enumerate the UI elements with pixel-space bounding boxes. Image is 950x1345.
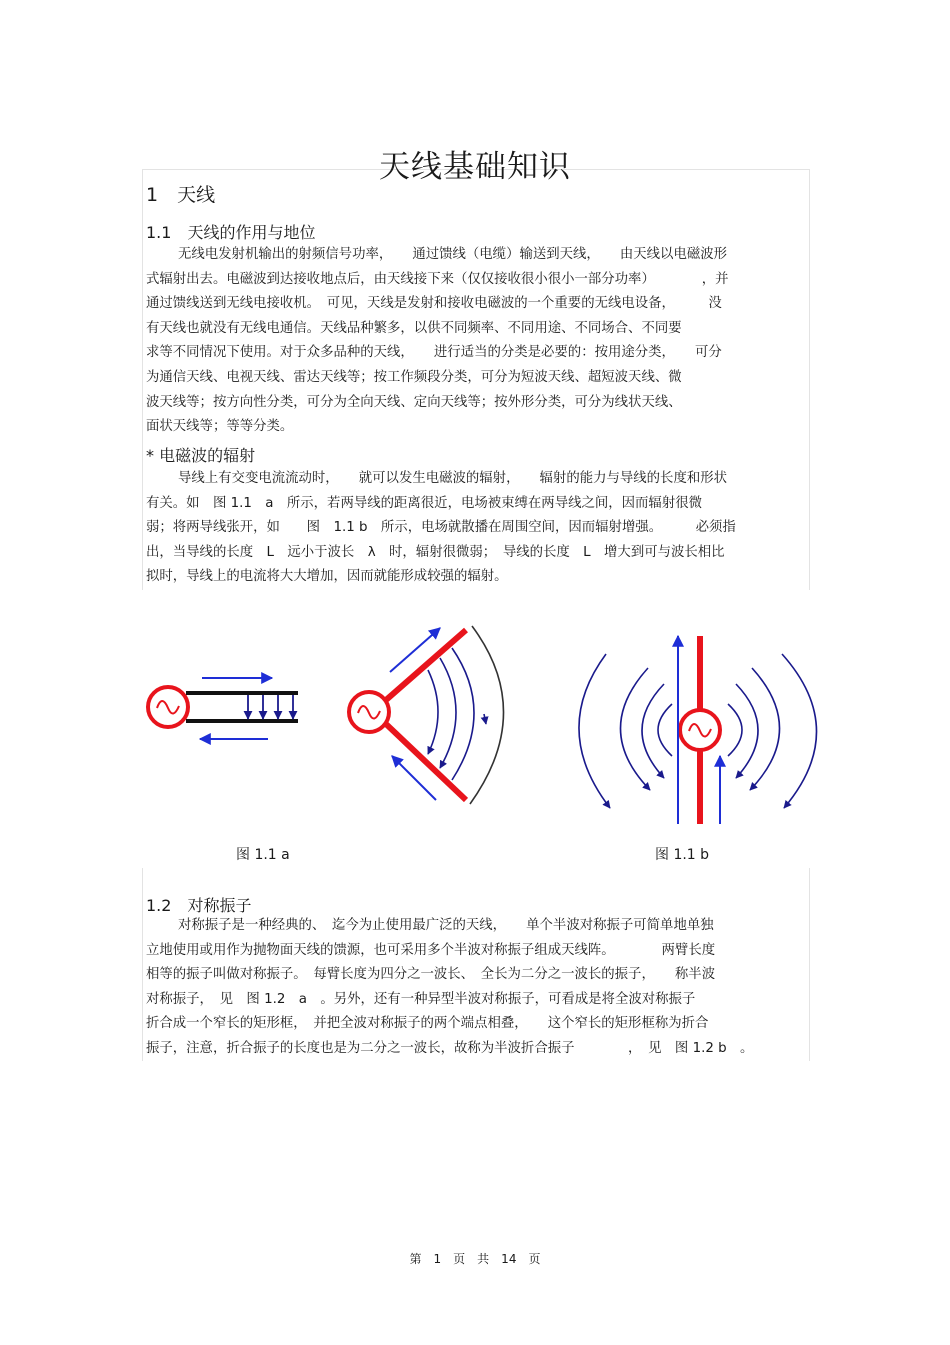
text-line: 导线上有交变电流流动时， 就可以发生电磁波的辐射， 辐射的能力与导线的长度和形状 bbox=[178, 471, 728, 486]
text-line: 折合成一个窄长的矩形框， 并把全波对称振子的两个端点相叠， 这个窄长的矩形框称为折合 bbox=[146, 1016, 709, 1032]
text-line: 弱；将两导线张开，如 图 1.1 b 所示，电场就散播在周围空间，因而辐射增强。 必须指 bbox=[146, 520, 736, 536]
text-line: 面状天线等；等等分类。 bbox=[146, 419, 294, 435]
text-line: 拟时，导线上的电流将大大增加，因而就能形成较强的辐射。 bbox=[146, 569, 508, 585]
text-line: 立地使用或用作为抛物面天线的馈源，也可采用多个半波对称振子组成天线阵。 两臂长度 bbox=[146, 942, 716, 958]
figure-caption-a: 图 1.1 a bbox=[236, 847, 290, 863]
page-footer: 第 1 页 共 14 页 bbox=[409, 1252, 541, 1266]
paragraph-radiation bbox=[146, 467, 806, 590]
paragraph-dipole bbox=[146, 914, 806, 1062]
subheading-radiation: * 电磁波的辐射 bbox=[146, 446, 256, 465]
paragraph-antenna-role bbox=[146, 243, 806, 440]
text-line: 有关。如 图 1.1 a 所示，若两导线的距离很近，电场被束缚在两导线之间，因而辐射很微 bbox=[146, 495, 702, 511]
text-line: 通过馈线送到无线电接收机。 可见，天线是发射和接收电磁波的一个重要的无线电设备， 没 bbox=[146, 296, 722, 312]
text-line: 无线电发射机输出的射频信号功率， 通过馈线（电缆）输送到天线， 由天线以电磁波形 bbox=[178, 247, 728, 262]
text-line: 出，当导线的长度 L 远小于波长 λ 时，辐射很微弱； 导线的长度 L 增大到可与波长相比 bbox=[146, 544, 725, 560]
figure-caption-b: 图 1.1 b bbox=[655, 847, 710, 863]
section-heading-1: 1 天线 bbox=[146, 184, 216, 206]
text-line: 振子，注意，折合振子的长度也是为二分之一波长，故称为半波折合振子 ， 见 图 1.2 b 。 bbox=[146, 1040, 754, 1056]
opened-wires bbox=[349, 626, 504, 804]
text-line: 求等不同情况下使用。对于众多品种的天线， 进行适当的分类是必要的：按用途分类， 可分 bbox=[146, 345, 722, 361]
text-line: 对称振子是一种经典的、 迄今为止使用最广泛的天线， 单个半波对称振子可简单地单独 bbox=[178, 918, 714, 933]
text-line: 有天线也就没有无线电通信。天线品种繁多，以供不同频率、不同用途、不同场合、不同要 bbox=[146, 320, 682, 336]
text-line: 式辐射出去。电磁波到达接收地点后，由天线接下来（仅仅接收很小很小一部分功率） ，并 bbox=[146, 271, 729, 287]
text-line: 波天线等；按方向性分类，可分为全向天线、定向天线等；按外形分类，可分为线状天线、 bbox=[146, 394, 682, 410]
section-heading-1-1: 1.1 天线的作用与地位 bbox=[146, 223, 316, 242]
figure-1-1b bbox=[560, 628, 835, 828]
document-title: 天线基础知识 bbox=[379, 148, 571, 185]
figure-1-1a bbox=[140, 620, 540, 820]
text-line: 相等的振子叫做对称振子。 每臂长度为四分之一波长、 全长为二分之一波长的振子， 称半波 bbox=[146, 967, 716, 983]
text-line: 为通信天线、电视天线、雷达天线等；按工作频段分类，可分为短波天线、超短波天线、微 bbox=[146, 369, 682, 385]
text-line: 对称振子， 见 图 1.2 a 。另外，还有一种异型半波对称振子，可看成是将全波对称振子 bbox=[146, 991, 696, 1007]
section-heading-1-2: 1.2 对称振子 bbox=[146, 896, 252, 915]
parallel-wires bbox=[148, 678, 298, 739]
